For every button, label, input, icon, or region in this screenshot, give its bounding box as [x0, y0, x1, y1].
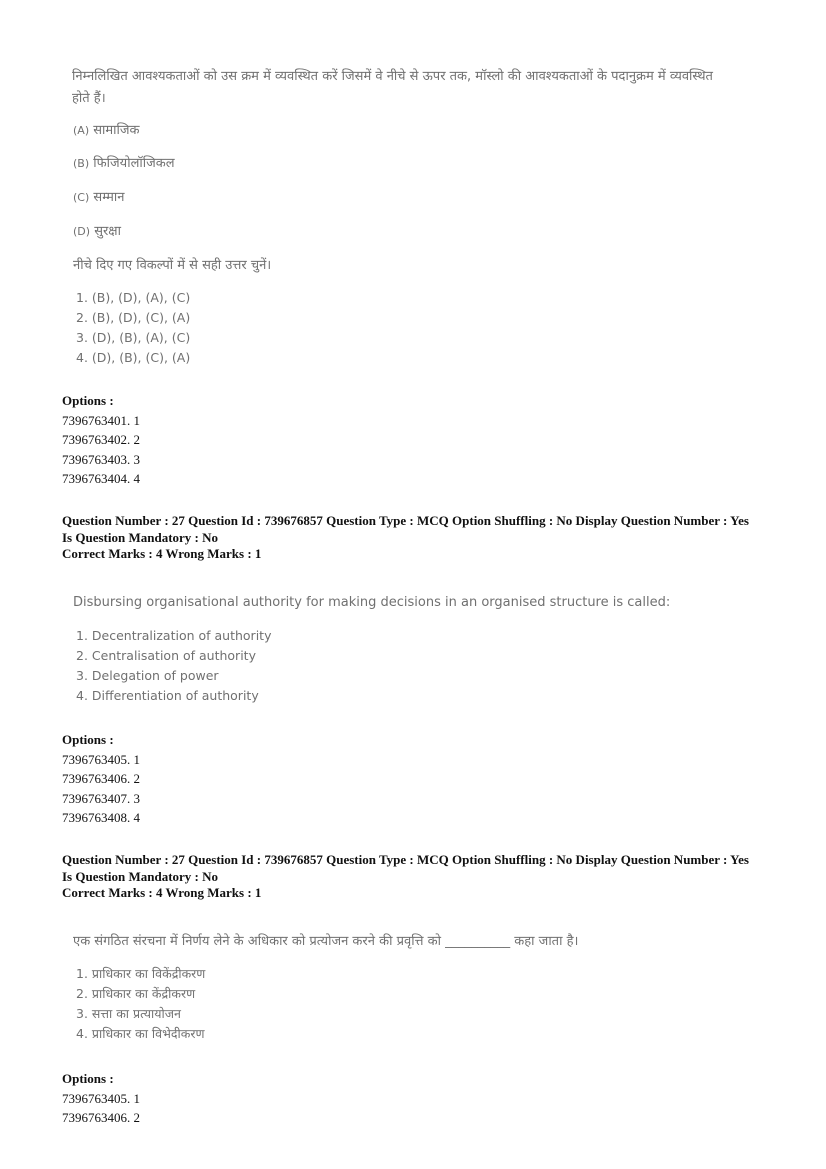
q27-en-meta: [62, 513, 772, 563]
meta-line: Question Number : 27 Question Id : 739676857 Question Type : MCQ Option Shuffling : No Display Question Number : Yes: [62, 852, 749, 867]
q27-en-choice-list: [76, 626, 271, 706]
option-id: 7396763404. 4: [62, 471, 140, 486]
q26-item-text: सुरक्षा: [94, 224, 121, 239]
option-id: 7396763402. 2: [62, 432, 140, 447]
q27-hi-choice: 3. सत्ता का प्रत्यायोजन: [76, 1006, 181, 1021]
options-header: Options :: [62, 1071, 114, 1086]
option-id: 7396763406. 2: [62, 771, 140, 786]
q26-item-a: [73, 120, 140, 138]
meta-line: Is Question Mandatory : No: [62, 868, 219, 884]
q26-choice: 2. (B), (D), (C), (A): [76, 310, 191, 325]
q26-item-c: [73, 187, 124, 205]
meta-line: Correct Marks : 4 Wrong Marks : 1: [62, 546, 262, 561]
meta-line: Question Number : 27 Question Id : 739676857 Question Type : MCQ Option Shuffling : No Display Question Number : Yes: [62, 513, 749, 528]
q27-en-choice: 4. Differentiation of authority: [76, 688, 259, 703]
q27-hi-stem: एक संगठित संरचना में निर्णय लेने के अधिकार को प्रत्योजन करने की प्रवृत्ति को __________ कहा जाता है।: [73, 934, 579, 949]
q27-hi-options: [62, 1069, 140, 1128]
q26-stem: [72, 66, 772, 110]
q26-item-letter: (B): [73, 157, 90, 170]
q27-en-options: [62, 730, 140, 828]
option-id: 7396763406. 2: [62, 1110, 140, 1125]
q26-choice: 1. (B), (D), (A), (C): [76, 290, 191, 305]
option-id: 7396763405. 1: [62, 1090, 140, 1106]
option-id: 7396763405. 1: [62, 751, 140, 767]
q27-hi-choice: 4. प्राधिकार का विभेदीकरण: [76, 1026, 205, 1041]
option-id: 7396763401. 1: [62, 412, 140, 428]
q26-item-text: सम्मान: [93, 190, 125, 205]
q26-item-text: फिजियोलॉजिकल: [93, 156, 175, 171]
q27-hi-choice: 1. प्राधिकार का विकेंद्रीकरण: [76, 966, 206, 981]
q26-item-letter: (D): [73, 225, 91, 238]
q26-stem-line1: निम्नलिखित आवश्यकताओं को उस क्रम में व्यवस्थित करें जिसमें वे नीचे से ऊपर तक, मॉस्लो की आवश्यकताओं के पदानुक्रम में व्यवस्थित: [72, 69, 713, 84]
q27-en-choice: 2. Centralisation of authority: [76, 648, 256, 663]
q26-choice-list: [76, 288, 190, 368]
q27-hi-choice-list: [76, 964, 205, 1044]
options-header: Options :: [62, 393, 114, 408]
q26-item-letter: (C): [73, 191, 90, 204]
q27-hi-meta: [62, 852, 772, 902]
meta-line: Correct Marks : 4 Wrong Marks : 1: [62, 885, 262, 900]
q27-en-choice: 3. Delegation of power: [76, 668, 219, 683]
q27-hi-choice: 2. प्राधिकार का केंद्रीकरण: [76, 986, 196, 1001]
option-id: 7396763408. 4: [62, 810, 140, 825]
meta-line: Is Question Mandatory : No: [62, 529, 219, 545]
options-header: Options :: [62, 732, 114, 747]
q26-options: [62, 391, 140, 489]
q26-instruction: नीचे दिए गए विकल्पों में से सही उत्तर चुनें।: [73, 258, 272, 273]
q26-item-b: [73, 153, 175, 171]
q27-en-stem: Disbursing organisational authority for making decisions in an organised structure is called:: [73, 595, 671, 610]
q27-en-choice: 1. Decentralization of authority: [76, 628, 272, 643]
q26-choice: 4. (D), (B), (C), (A): [76, 350, 191, 365]
q26-item-d: [73, 221, 121, 239]
q26-choice: 3. (D), (B), (A), (C): [76, 330, 191, 345]
q26-item-letter: (A): [73, 124, 90, 137]
q26-stem-line2: होते हैं।: [72, 91, 106, 106]
q26-item-text: सामाजिक: [93, 123, 140, 138]
option-id: 7396763403. 3: [62, 451, 140, 467]
option-id: 7396763407. 3: [62, 790, 140, 806]
